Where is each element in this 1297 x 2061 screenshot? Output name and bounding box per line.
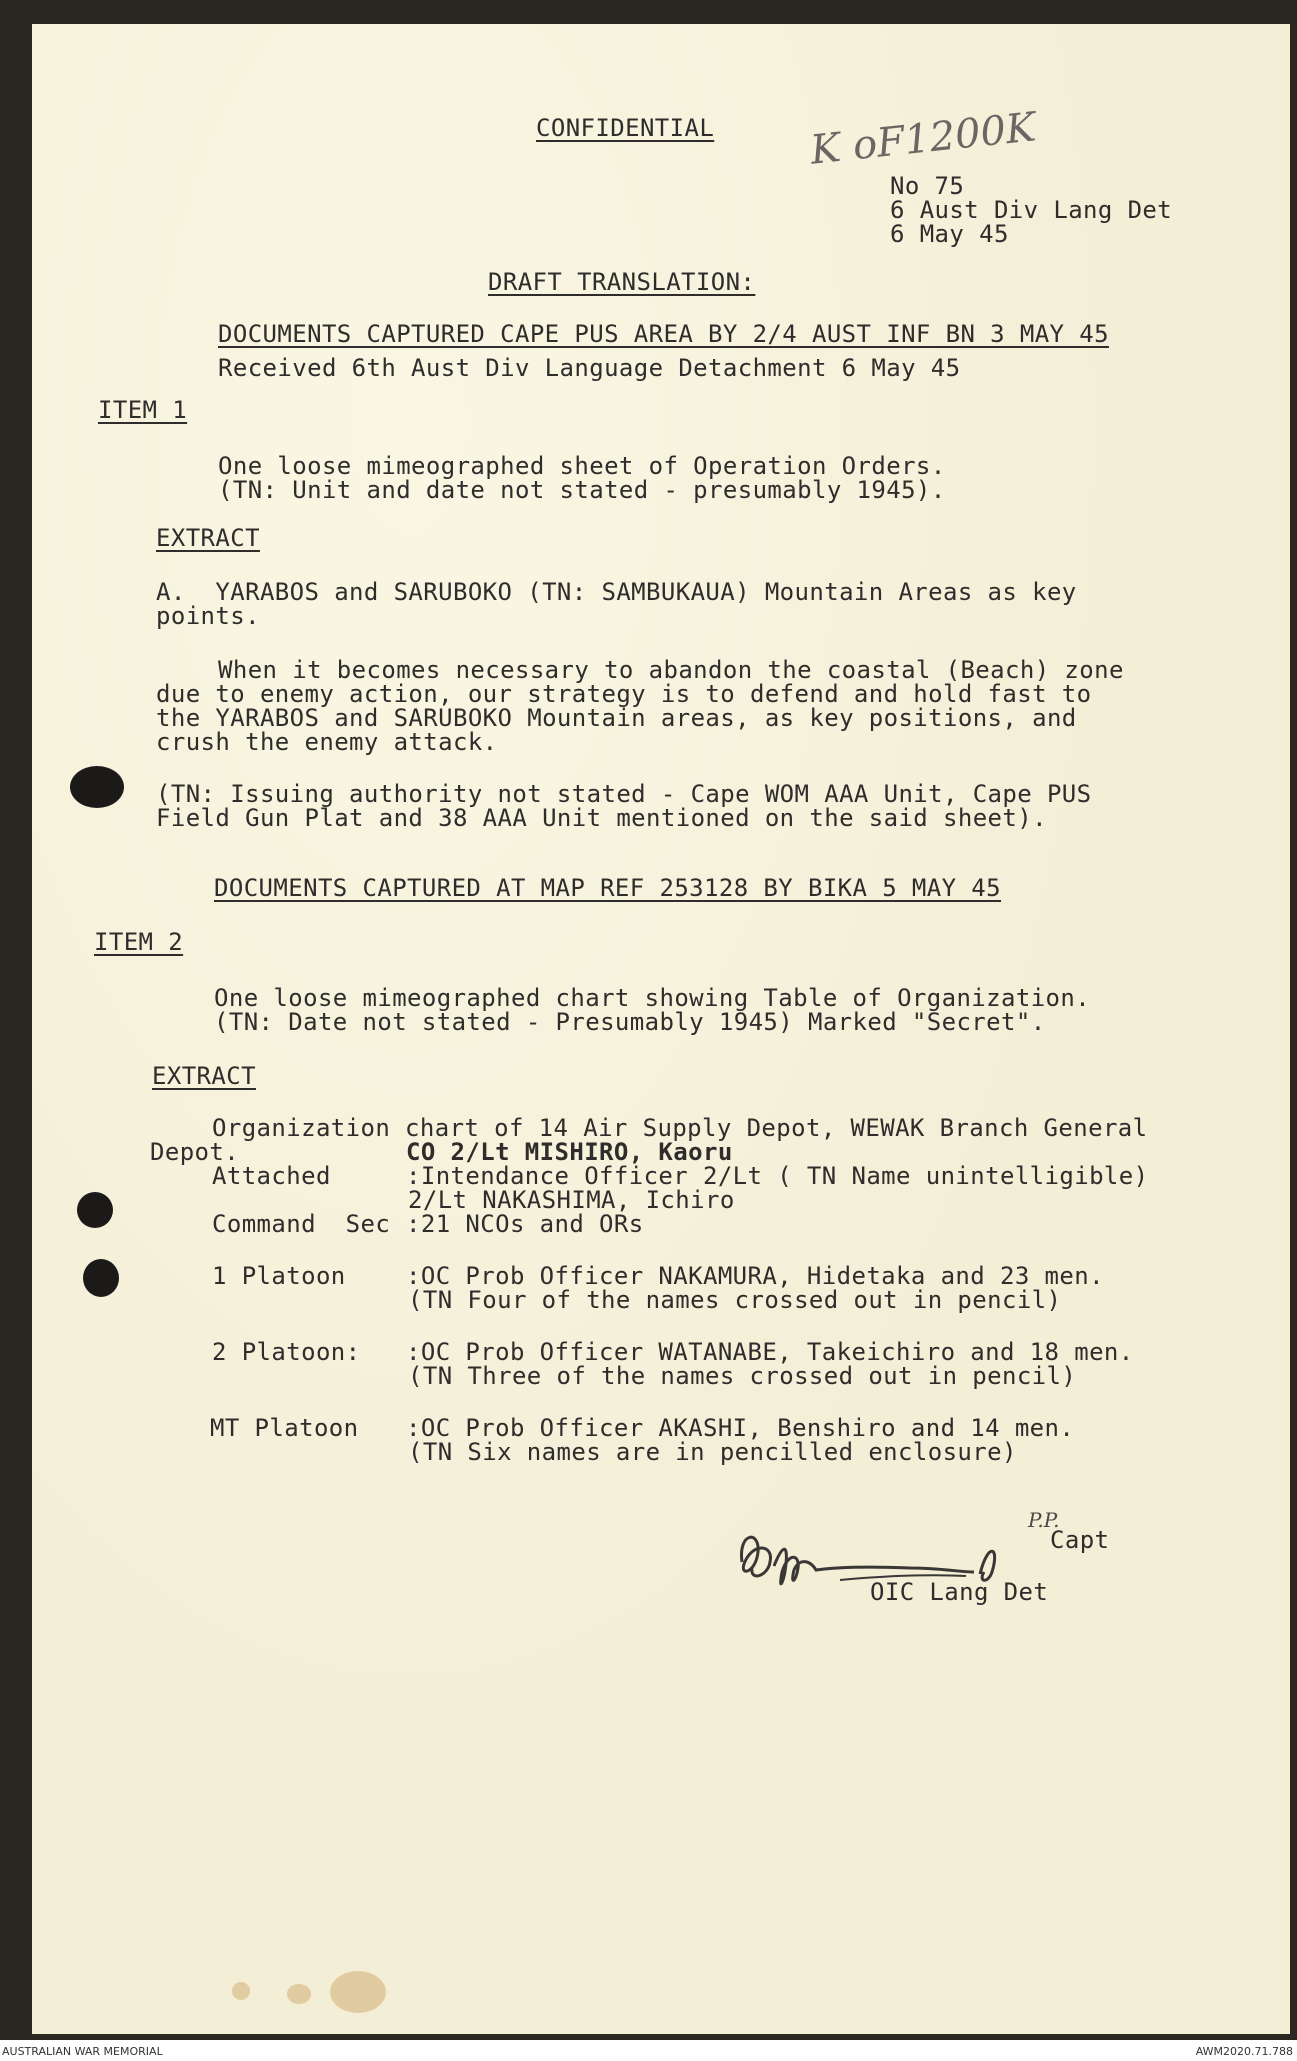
item-1-paragraph-line: the YARABOS and SARUBOKO Mountain areas, as key positions, and [156, 704, 1077, 732]
paper-stain [232, 1982, 250, 2000]
org-chart-line-cont: Depot. [150, 1138, 240, 1166]
signature-rank: Capt [1050, 1526, 1110, 1554]
document-page [32, 24, 1290, 2034]
platoon-1-value: :OC Prob Officer NAKAMURA, Hidetaka and 23 men. [406, 1262, 1104, 1290]
item-1-point-a-cont: points. [156, 602, 260, 630]
item-1-paragraph-line: crush the enemy attack. [156, 728, 498, 756]
punch-hole [77, 1192, 113, 1228]
platoon-1-note: (TN Four of the names crossed out in pencil) [408, 1286, 1062, 1314]
punch-hole [83, 1259, 119, 1297]
item-1-paragraph-line: When it becomes necessary to abandon the coastal (Beach) zone [218, 656, 1124, 684]
item-1-point-a: A. YARABOS and SARUBOKO (TN: SAMBUKAUA) Mountain Areas as key [156, 578, 1077, 606]
paper-stain [330, 1971, 386, 2013]
command-value: :21 NCOs and ORs [406, 1210, 644, 1238]
command-label: Command Sec [212, 1210, 391, 1238]
item-1-tn-note-cont: Field Gun Plat and 38 AAA Unit mentioned on the said sheet). [156, 804, 1047, 832]
item-1-extract-label: EXTRACT [156, 524, 260, 552]
section-1-title: DOCUMENTS CAPTURED CAPE PUS AREA BY 2/4 AUST INF BN 3 MAY 45 [218, 320, 1109, 348]
mt-platoon-label: MT Platoon [210, 1414, 359, 1442]
item-2-description-note: (TN: Date not stated - Presumably 1945) Marked "Secret". [214, 1008, 1046, 1036]
draft-translation-title: DRAFT TRANSLATION: [488, 268, 756, 296]
footer-right: AWM2020.71.788 [1195, 2045, 1293, 2058]
mt-platoon-note: (TN Six names are in pencilled enclosure) [408, 1438, 1017, 1466]
signature-pp: P.P. [1028, 1508, 1060, 1532]
item-1-label: ITEM 1 [98, 396, 188, 424]
received-line: Received 6th Aust Div Language Detachment 6 May 45 [218, 354, 961, 382]
handwritten-reference: K oF1200K [808, 104, 1038, 174]
header-date: 6 May 45 [890, 220, 1009, 248]
item-2-extract-label: EXTRACT [152, 1062, 256, 1090]
item-1-description: One loose mimeographed sheet of Operation Orders. [218, 452, 946, 480]
platoon-2-value: :OC Prob Officer WATANABE, Takeichiro and 18 men. [406, 1338, 1134, 1366]
mt-platoon-value: :OC Prob Officer AKASHI, Benshiro and 14 men. [406, 1414, 1075, 1442]
header-number: No 75 [890, 172, 965, 200]
section-2-title: DOCUMENTS CAPTURED AT MAP REF 253128 BY BIKA 5 MAY 45 [214, 874, 1002, 902]
paper-stain [287, 1984, 311, 2004]
signature-title: OIC Lang Det [870, 1578, 1049, 1606]
item-1-tn-note: (TN: Issuing authority not stated - Cape WOM AAA Unit, Cape PUS [156, 780, 1092, 808]
platoon-1-label: 1 Platoon [212, 1262, 346, 1290]
platoon-2-note: (TN Three of the names crossed out in pencil) [408, 1362, 1077, 1390]
platoon-2-label: 2 Platoon: [212, 1338, 361, 1366]
attached-label: Attached [212, 1162, 331, 1190]
punch-hole [70, 766, 124, 808]
footer-left: AUSTRALIAN WAR MEMORIAL [2, 2045, 163, 2058]
item-2-description: One loose mimeographed chart showing Table of Organization. [214, 984, 1091, 1012]
item-1-description-note: (TN: Unit and date not stated - presumably 1945). [218, 476, 946, 504]
co-line: CO 2/Lt MISHIRO, Kaoru [406, 1138, 733, 1166]
confidential-heading: CONFIDENTIAL [536, 114, 715, 142]
org-chart-line: Organization chart of 14 Air Supply Depot, WEWAK Branch General [212, 1114, 1148, 1142]
item-1-paragraph-line: due to enemy action, our strategy is to defend and hold fast to [156, 680, 1092, 708]
item-2-label: ITEM 2 [94, 928, 184, 956]
attached-value-cont: 2/Lt NAKASHIMA, Ichiro [408, 1186, 735, 1214]
attached-value: :Intendance Officer 2/Lt ( TN Name unintelligible) [406, 1162, 1149, 1190]
header-unit: 6 Aust Div Lang Det [890, 196, 1173, 224]
